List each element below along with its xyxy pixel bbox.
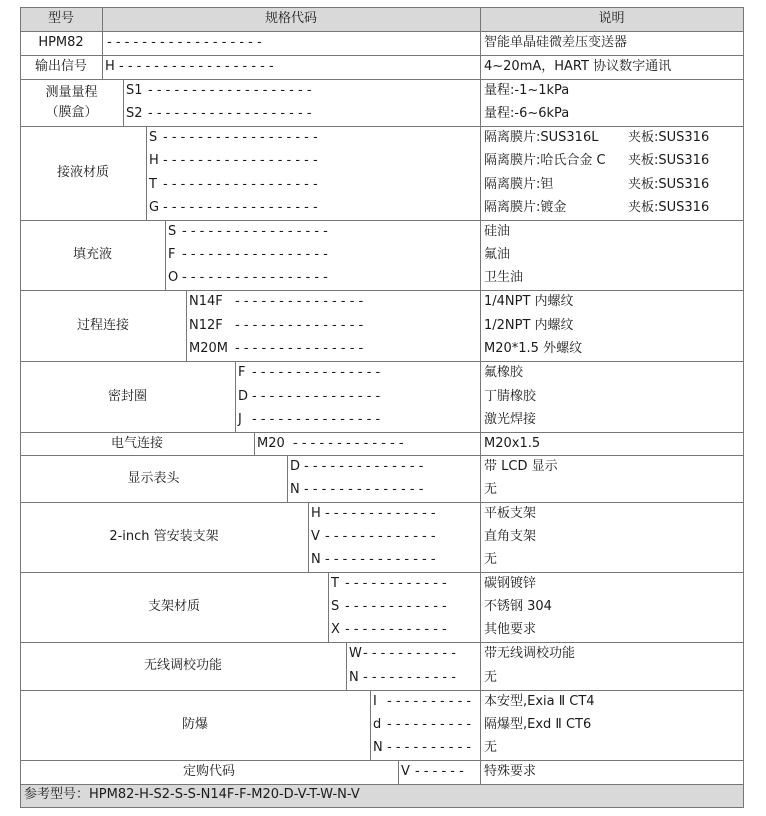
code-column-divider (123, 79, 124, 126)
option-description: 量程:-6~6kPa (484, 106, 570, 122)
option-dashes: - - - - - - - - - - - - - - - - - - (163, 176, 318, 192)
option-dashes: - - - - - - - - - - (387, 717, 472, 732)
option-dashes: - - - - - - - - - - - - - - - - - - (107, 35, 262, 50)
option-code: J (238, 412, 242, 428)
option-dashes: - - - - - - - - - - - - - - - - - - (163, 153, 318, 169)
option-code: S (168, 223, 177, 239)
option-description: 带 LCD 显示 (484, 458, 558, 474)
option-dashes: - - - - - - - - - - - - (345, 575, 447, 591)
option-description: 无 (484, 552, 498, 568)
option-code: X (331, 622, 340, 638)
option-description: 隔离膜片:钽 (484, 176, 554, 192)
option-code: N (349, 670, 359, 685)
option-code: H (105, 59, 115, 74)
option-dashes: - - - - - - - - - - - (363, 670, 456, 685)
option-description: 智能单晶硅微差压变送器 (484, 35, 628, 50)
option-dashes: - - - - - - - - - - - - - - - (235, 293, 364, 309)
grid-line (102, 7, 103, 31)
code-column-divider (102, 55, 103, 79)
row-label: 输出信号 (34, 59, 87, 74)
option-description: 硅油 (484, 223, 511, 239)
table-border-top (20, 7, 744, 8)
option-code: H (149, 153, 159, 169)
option-code: G (149, 200, 160, 216)
option-dashes: - - - - - - - - - - - - - (293, 435, 404, 451)
option-dashes: - - - - - - - - - - - - - - - - - - - (148, 106, 312, 122)
option-code: N14F (189, 293, 223, 309)
row-divider (20, 432, 744, 433)
option-code: S1 (126, 82, 143, 98)
row-label: 无线调校功能 (143, 658, 222, 673)
option-dashes: - - - - - - - - - - - - - - - (252, 388, 381, 404)
code-column-divider (398, 760, 399, 784)
option-dashes: - - - - - - - - - - - - (345, 599, 447, 614)
option-code: F (168, 247, 176, 262)
option-code: d (373, 717, 382, 732)
option-description: 卫生油 (484, 270, 524, 286)
option-code: F (238, 364, 246, 380)
option-code: N12F (189, 317, 223, 333)
code-column-divider (308, 502, 309, 572)
option-description: 无 (484, 482, 498, 498)
header-model: 型号 (47, 11, 74, 26)
row-divider (20, 290, 744, 291)
option-dashes: - - - - - - - - - - - - - - (304, 482, 424, 498)
option-dashes: - - - - - - - - - - - - (345, 622, 447, 638)
option-code: N (311, 552, 321, 568)
option-dashes: - - - - - - - - - - - - - - - - - - - (148, 82, 312, 98)
row-label: HPM82 (38, 35, 84, 50)
code-column-divider (235, 361, 236, 432)
option-dashes: - - - - - - - - - - - - - - - (235, 317, 364, 333)
option-description: 隔离膜片:SUS316L (484, 129, 599, 145)
option-code: M20 (257, 435, 285, 451)
row-label: 定购代码 (182, 764, 235, 779)
option-description: 隔离膜片:哈氏合金 C (484, 153, 606, 169)
option-dashes: - - - - - - (415, 764, 464, 779)
option-description: 丁腈橡胶 (484, 388, 537, 404)
option-code: N (290, 482, 300, 498)
option-dashes: - - - - - - - - - - - - - (325, 552, 436, 568)
option-code: V (401, 764, 410, 779)
code-column-divider (346, 642, 347, 690)
row-label: 电气连接 (110, 435, 163, 451)
option-description: M20x1.5 (484, 435, 541, 451)
grid-line (480, 7, 481, 784)
option-description: 氟橡胶 (484, 364, 524, 380)
code-column-divider (165, 220, 166, 290)
row-divider (20, 642, 744, 643)
row-divider (20, 361, 744, 362)
option-description: 其他要求 (484, 622, 537, 638)
option-dashes: - - - - - - - - - - - - - - - - - - (163, 200, 318, 216)
option-code: M20M (189, 341, 228, 357)
option-dashes: - - - - - - - - - - - - - - (304, 458, 424, 474)
option-description: 本安型,Exia Ⅱ CT4 (484, 693, 595, 709)
option-description: 特殊要求 (484, 764, 537, 779)
option-code: S (149, 129, 158, 145)
option-dashes: - - - - - - - - - - (387, 693, 472, 709)
option-description: 量程:-1~1kPa (484, 82, 570, 98)
option-description-extra: 夹板:SUS316 (628, 200, 710, 216)
row-divider (20, 572, 744, 573)
row-divider (20, 220, 744, 221)
code-column-divider (370, 690, 371, 760)
option-code: W (349, 646, 362, 661)
option-dashes: - - - - - - - - - - (387, 740, 472, 756)
option-description: 4~20mA，HART 协议数字通讯 (484, 59, 672, 74)
option-description: 带无线调校功能 (484, 646, 576, 661)
table-border-right (743, 7, 744, 808)
code-column-divider (102, 31, 103, 55)
row-divider (20, 502, 744, 503)
row-label: 接液材质 (56, 165, 109, 180)
option-dashes: - - - - - - - - - - - - - - - - - (182, 223, 328, 239)
option-code: D (238, 388, 249, 404)
row-label: 防爆 (181, 717, 208, 732)
code-column-divider (254, 432, 255, 455)
option-code: T (149, 176, 157, 192)
option-description: 平板支架 (484, 505, 537, 521)
row-label: 支架材质 (147, 599, 200, 614)
option-dashes: - - - - - - - - - - - - - (325, 529, 436, 544)
header-divider (20, 31, 744, 32)
option-description: 激光焊接 (484, 412, 537, 428)
option-code: S2 (126, 106, 143, 122)
reference-model: 参考型号：HPM82-H-S2-S-S-N14F-F-M20-D-V-T-W-N-V (24, 787, 360, 802)
option-dashes: - - - - - - - - - - - (363, 646, 456, 661)
option-dashes: - - - - - - - - - - - - - - - - - (182, 270, 328, 286)
option-description: 隔爆型,Exd Ⅱ CT6 (484, 717, 592, 732)
option-code: V (311, 529, 320, 544)
option-description-extra: 夹板:SUS316 (628, 176, 710, 192)
option-description: 氟油 (484, 247, 511, 262)
row-divider (20, 55, 744, 56)
option-description: 碳钢镀锌 (484, 575, 537, 591)
option-dashes: - - - - - - - - - - - - - - - (252, 364, 381, 380)
table-border-bottom (20, 807, 744, 808)
option-description: 隔离膜片:镀金 (484, 200, 567, 216)
row-divider (20, 126, 744, 127)
option-dashes: - - - - - - - - - - - - - - - - - - (163, 129, 318, 145)
code-column-divider (146, 126, 147, 220)
header-desc: 说明 (598, 11, 625, 26)
option-code: N (373, 740, 383, 756)
code-column-divider (287, 455, 288, 502)
option-dashes: - - - - - - - - - - - - - - - - - - (119, 59, 274, 74)
option-description: 1/4NPT 内螺纹 (484, 293, 574, 309)
row-label-sub: （膜盒） (45, 104, 98, 120)
row-divider (20, 690, 744, 691)
row-label: 2-inch 管安装支架 (109, 529, 219, 544)
footer-divider (20, 784, 744, 785)
row-divider (20, 760, 744, 761)
row-label: 过程连接 (76, 317, 129, 333)
option-code: S (331, 599, 340, 614)
row-label: 显示表头 (127, 470, 180, 486)
table-border-left (20, 7, 21, 808)
option-description: 无 (484, 740, 498, 756)
row-divider (20, 455, 744, 456)
option-code: D (290, 458, 301, 474)
option-description-extra: 夹板:SUS316 (628, 153, 710, 169)
option-description-extra: 夹板:SUS316 (628, 129, 710, 145)
row-label: 填充液 (72, 247, 112, 262)
option-description: 不锈钢 304 (484, 599, 552, 614)
row-divider (20, 79, 744, 80)
option-dashes: - - - - - - - - - - - - - - - (252, 412, 381, 428)
header-spec: 规格代码 (264, 11, 317, 26)
code-column-divider (328, 572, 329, 642)
option-code: H (311, 505, 321, 521)
row-label: 测量量程 (45, 84, 98, 100)
option-description: 1/2NPT 内螺纹 (484, 317, 574, 333)
option-dashes: - - - - - - - - - - - - - (325, 505, 436, 521)
option-code: I (373, 693, 377, 709)
option-description: 直角支架 (484, 529, 537, 544)
option-code: T (331, 575, 339, 591)
option-dashes: - - - - - - - - - - - - - - - - - (182, 247, 328, 262)
option-description: M20*1.5 外螺纹 (484, 341, 583, 357)
option-description: 无 (484, 670, 498, 685)
option-dashes: - - - - - - - - - - - - - - - (235, 341, 364, 357)
option-code: O (168, 270, 179, 286)
row-label: 密封圈 (107, 388, 147, 404)
code-column-divider (186, 290, 187, 361)
